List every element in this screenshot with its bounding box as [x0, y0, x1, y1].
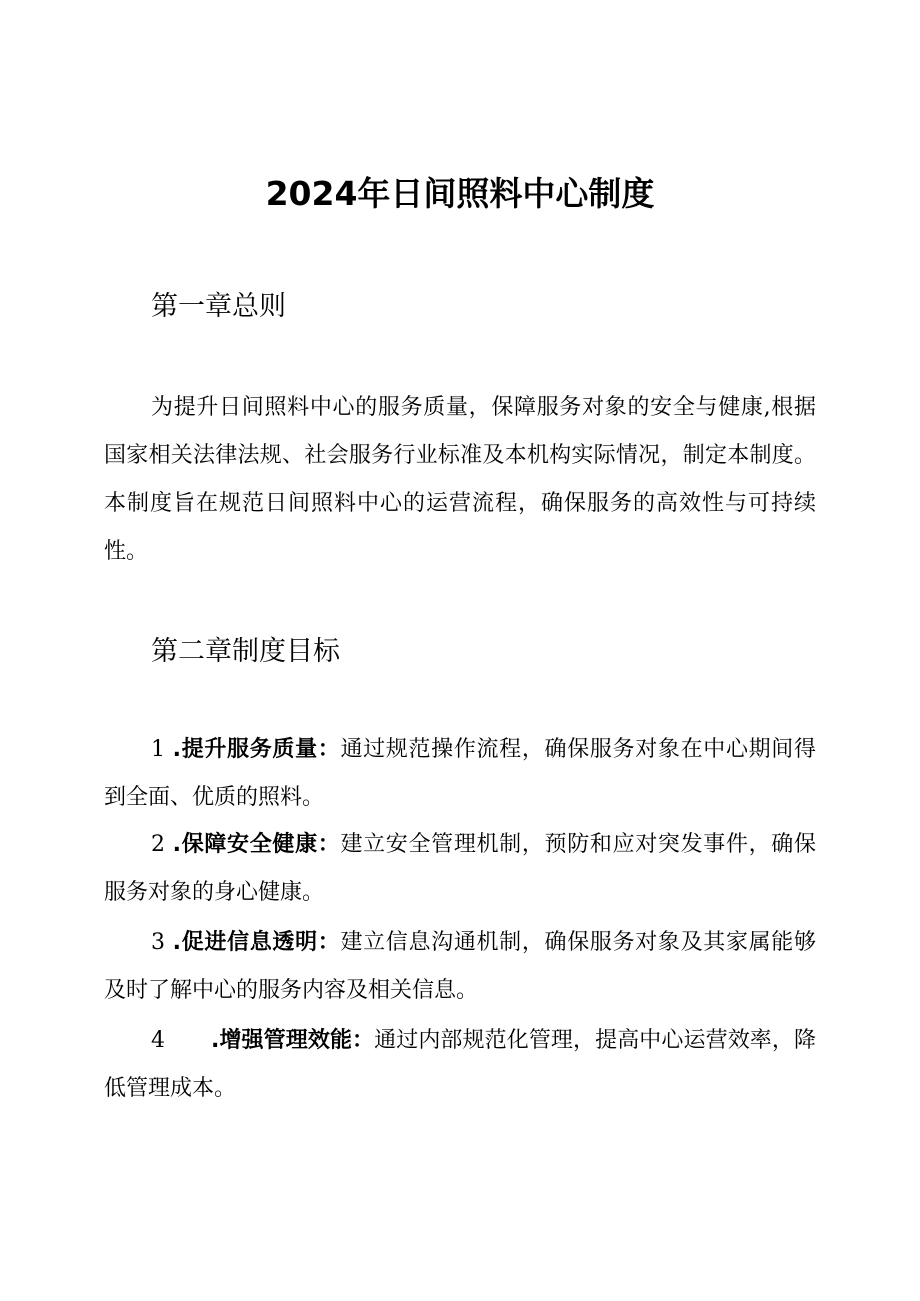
goal-item-text: 通过规范操作流程，确保服务对象在中心期间得到全面、优质的照料。	[104, 737, 816, 810]
goal-item-number: 2	[151, 832, 165, 857]
goal-item-3	[104, 919, 816, 1015]
goal-item-lead: 保障安全健康：	[181, 832, 341, 857]
goal-item-separator: .	[172, 930, 182, 955]
chapter-1-heading: 第一章总则	[151, 291, 286, 322]
goal-item-separator: .	[211, 1028, 220, 1053]
goal-item-text: 通过内部规范化管理，提高中心运营效率，降低管理成本。	[104, 1028, 816, 1101]
goal-item-lead: 提升服务质量：	[181, 737, 341, 762]
goal-item-2	[104, 821, 816, 917]
goal-item-separator: .	[172, 737, 182, 762]
goal-item-number: 4	[151, 1028, 165, 1053]
goal-item-1	[104, 726, 816, 822]
goal-item-lead: 促进信息透明：	[181, 930, 341, 955]
goal-item-lead: 增强管理效能：	[219, 1028, 375, 1053]
goal-item-text: 建立信息沟通机制，确保服务对象及其家属能够及时了解中心的服务内容及相关信息。	[104, 930, 816, 1003]
goal-item-number: 1	[151, 737, 165, 762]
document-title: 2024年日间照料中心制度	[265, 174, 655, 213]
chapter-1-paragraph: 为提升日间照料中心的服务质量，保障服务对象的安全与健康,根据国家相关法律法规、社会服务行业标准及本机构实际情况，制定本制度。本制度旨在规范日间照料中心的运营流程，确保服务的高效性与可持续性。	[104, 395, 816, 564]
goal-item-4	[104, 1017, 816, 1113]
goal-item-separator: .	[172, 832, 182, 857]
chapter-2-heading: 第二章制度目标	[151, 636, 340, 667]
goal-item-number: 3	[151, 930, 165, 955]
goal-item-text: 建立安全管理机制，预防和应对突发事件，确保服务对象的身心健康。	[104, 832, 816, 905]
